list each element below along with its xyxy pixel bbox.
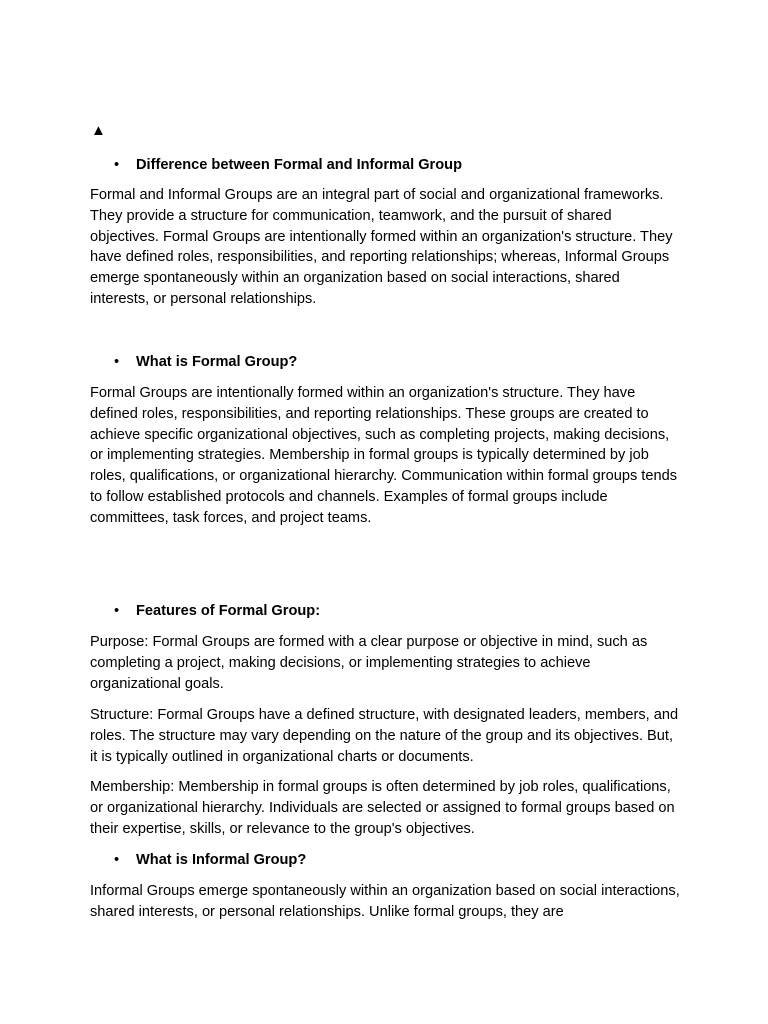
paragraph-feature-purpose: Purpose: Formal Groups are formed with a clear purpose or objective in mind, such as completing a project, making decisions, or implementing strategies to achieve organizational goals. bbox=[90, 634, 648, 692]
paragraph-formal-group-definition: Formal Groups are intentionally formed within an organization's structure. They have defined roles, responsibilities, and reporting relationships. These groups are created to achieve specific organizational objectives, such as completing projects, making decisions, or implementing strategies. Membership in formal groups is typically determined by job roles, qualifications, or organizational hierarchy. Communication within formal groups tends to follow established protocols and channels. Examples of formal groups include committees, task forces, and project teams. bbox=[90, 385, 678, 526]
section-heading-formal-group: • What is Formal Group? bbox=[136, 352, 297, 372]
section-heading-formal-features: • Features of Formal Group: bbox=[136, 601, 320, 621]
section-heading-informal-group: • What is Informal Group? bbox=[136, 850, 306, 870]
triangle-marker-icon: ▲ bbox=[91, 122, 106, 139]
paragraph-informal-group-definition: Informal Groups emerge spontaneously within an organization based on social interactions, shared interests, or personal relationships. Unlike formal groups, they are bbox=[90, 883, 680, 920]
paragraph-difference-intro: Formal and Informal Groups are an integral part of social and organizational frameworks. They provide a structure for communication, teamwork, and the pursuit of shared objectives. Formal Groups are intentionally formed within an organization's structure. They have defined roles, responsibilities, and reporting relationships; whereas, Informal Groups emerge spontaneously within an organization based on social interactions, shared interests, or personal relationships. bbox=[90, 187, 673, 307]
section-heading-difference: • Difference between Formal and Informal Group bbox=[136, 155, 462, 175]
paragraph-feature-membership: Membership: Membership in formal groups is often determined by job roles, qualifications, or organizational hierarchy. Individuals are selected or assigned to formal groups based on their expertise, skills, or relevance to the group's objectives. bbox=[90, 779, 675, 837]
paragraph-feature-structure: Structure: Formal Groups have a defined structure, with designated leaders, members, and roles. The structure may vary depending on the nature of the group and its objectives. But, it is typically outlined in organizational charts or documents. bbox=[90, 707, 679, 765]
